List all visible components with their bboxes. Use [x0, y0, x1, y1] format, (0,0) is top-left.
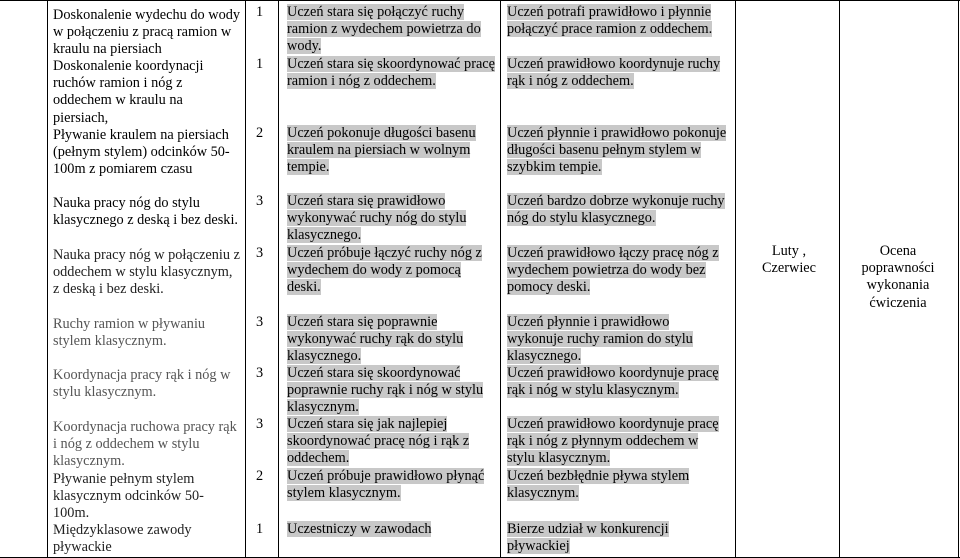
- topic-text: Nauka pracy nóg w połączeniu z oddechem w stylu klasycznym, z deską i bez deski.: [53, 247, 240, 298]
- column-divider: [245, 0, 246, 558]
- table-border-left: [47, 0, 48, 558]
- topic-cell: [53, 58, 240, 127]
- topic-cell: [53, 316, 240, 350]
- criterion-text: Uczeń płynnie i prawidłowo wykonuje ruchy ramion do stylu klasycznego.: [507, 314, 693, 365]
- topic-cell: [53, 127, 240, 179]
- requirement-text: Uczestniczy w zawodach: [287, 521, 432, 537]
- topic-text: Koordynacja ruchowa pracy rąk i nóg z oddechem w stylu klasycznym.: [53, 419, 237, 470]
- requirement-text: Uczeń stara się skoordynować poprawnie ruchy rąk i nóg w stylu klasycznym.: [287, 365, 484, 416]
- criterion-text: Uczeń prawidłowo koordynuje pracę rąk i nóg z płynnym oddechem w stylu klasycznym.: [507, 416, 719, 467]
- topic-cell: [53, 367, 240, 401]
- column-divider: [278, 0, 279, 558]
- criterion-text: Uczeń płynnie i prawidłowo pokonuje długości basenu pełnym stylem w szybkim tempie.: [507, 125, 727, 176]
- criterion-text: Uczeń bezbłędnie pływa stylem klasycznym.: [507, 468, 690, 502]
- requirement-text: Uczeń stara się prawidłowo wykonywać ruchy nóg do stylu klasycznego.: [287, 193, 467, 244]
- requirement-text: Uczeń próbuje prawidłowo płynąć stylem klasycznym.: [287, 468, 485, 502]
- topic-text: Koordynacja pracy rąk i nóg w stylu klasycznym.: [53, 367, 231, 401]
- row-number: 3: [256, 193, 264, 209]
- row-number: 2: [256, 125, 264, 141]
- requirement-text: Uczeń stara się skoordynować pracę ramion i nóg z oddechem.: [287, 56, 496, 90]
- row-number: 3: [256, 365, 264, 381]
- row-number: 3: [256, 245, 264, 261]
- criterion-text: Uczeń potrafi prawidłowo i płynnie połączyć prace ramion z oddechem.: [507, 4, 713, 38]
- criterion-text: Bierze udział w konkurencji pływackiej: [507, 521, 669, 555]
- row-number: 1: [256, 4, 264, 20]
- row-number: 1: [256, 521, 264, 537]
- topic-cell: [53, 247, 240, 299]
- table-border-top: [0, 0, 960, 1]
- term-cell: Luty , Czerwiec: [762, 243, 816, 277]
- assessment-cell: Ocena poprawności wykonania ćwiczenia: [861, 243, 935, 311]
- column-divider: [500, 0, 501, 558]
- topic-text: Nauka pracy nóg do stylu klasycznego z deską i bez deski.: [53, 195, 238, 229]
- topic-cell: [53, 419, 240, 471]
- row-number: 3: [256, 314, 264, 330]
- criterion-text: Uczeń prawidłowo łączy pracę nóg z wydechem powietrza do wody bez pomocy deski.: [507, 245, 719, 296]
- topic-text: Międzyklasowe zawody pływackie: [53, 522, 192, 556]
- requirement-text: Uczeń pokonuje długości basenu kraulem na piersiach w wolnym tempie.: [287, 125, 476, 176]
- topic-cell: [53, 195, 240, 229]
- topic-text: Pływanie kraulem na piersiach (pełnym stylem) odcinków 50-100m z pomiarem czasu: [53, 127, 230, 178]
- criterion-text: Uczeń prawidłowo koordynuje pracę rąk i nóg w stylu klasycznym.: [507, 365, 719, 399]
- requirement-text: Uczeń stara się poprawnie wykonywać ruchy rąk do stylu klasycznego.: [287, 314, 464, 365]
- topic-text: Pływanie pełnym stylem klasycznym odcinków 50-100m.: [53, 471, 204, 522]
- requirement-text: Uczeń stara się jak najlepiej skoordynować pracę nóg i rąk z oddechem.: [287, 416, 470, 467]
- topic-text: Ruchy ramion w pływaniu stylem klasycznym.: [53, 316, 206, 350]
- row-number: 3: [256, 416, 264, 432]
- topic-cell: [53, 471, 240, 523]
- requirement-text: Uczeń stara się połączyć ruchy ramion z wydechem powietrza do wody.: [287, 4, 481, 55]
- requirement-text: Uczeń próbuje łączyć ruchy nóg z wydechem do wody z pomocą deski.: [287, 245, 482, 296]
- criterion-text: Uczeń prawidłowo koordynuje ruchy rąk i nóg z oddechem.: [507, 56, 721, 90]
- row-number: 2: [256, 468, 264, 484]
- topic-text: Doskonalenie wydechu do wody w połączeniu z pracą ramion w kraulu na piersiach: [53, 7, 241, 58]
- topic-cell: [53, 522, 240, 556]
- row-number: 1: [256, 56, 264, 72]
- topic-cell: [53, 7, 240, 59]
- topic-text: Doskonalenie koordynacji ruchów ramion i nóg z oddechem w kraulu na piersiach,: [53, 58, 204, 126]
- column-divider: [839, 0, 840, 558]
- criterion-text: Uczeń bardzo dobrze wykonuje ruchy nóg do stylu klasycznego.: [507, 193, 725, 227]
- column-divider: [735, 0, 736, 558]
- table-border-right: [958, 0, 959, 558]
